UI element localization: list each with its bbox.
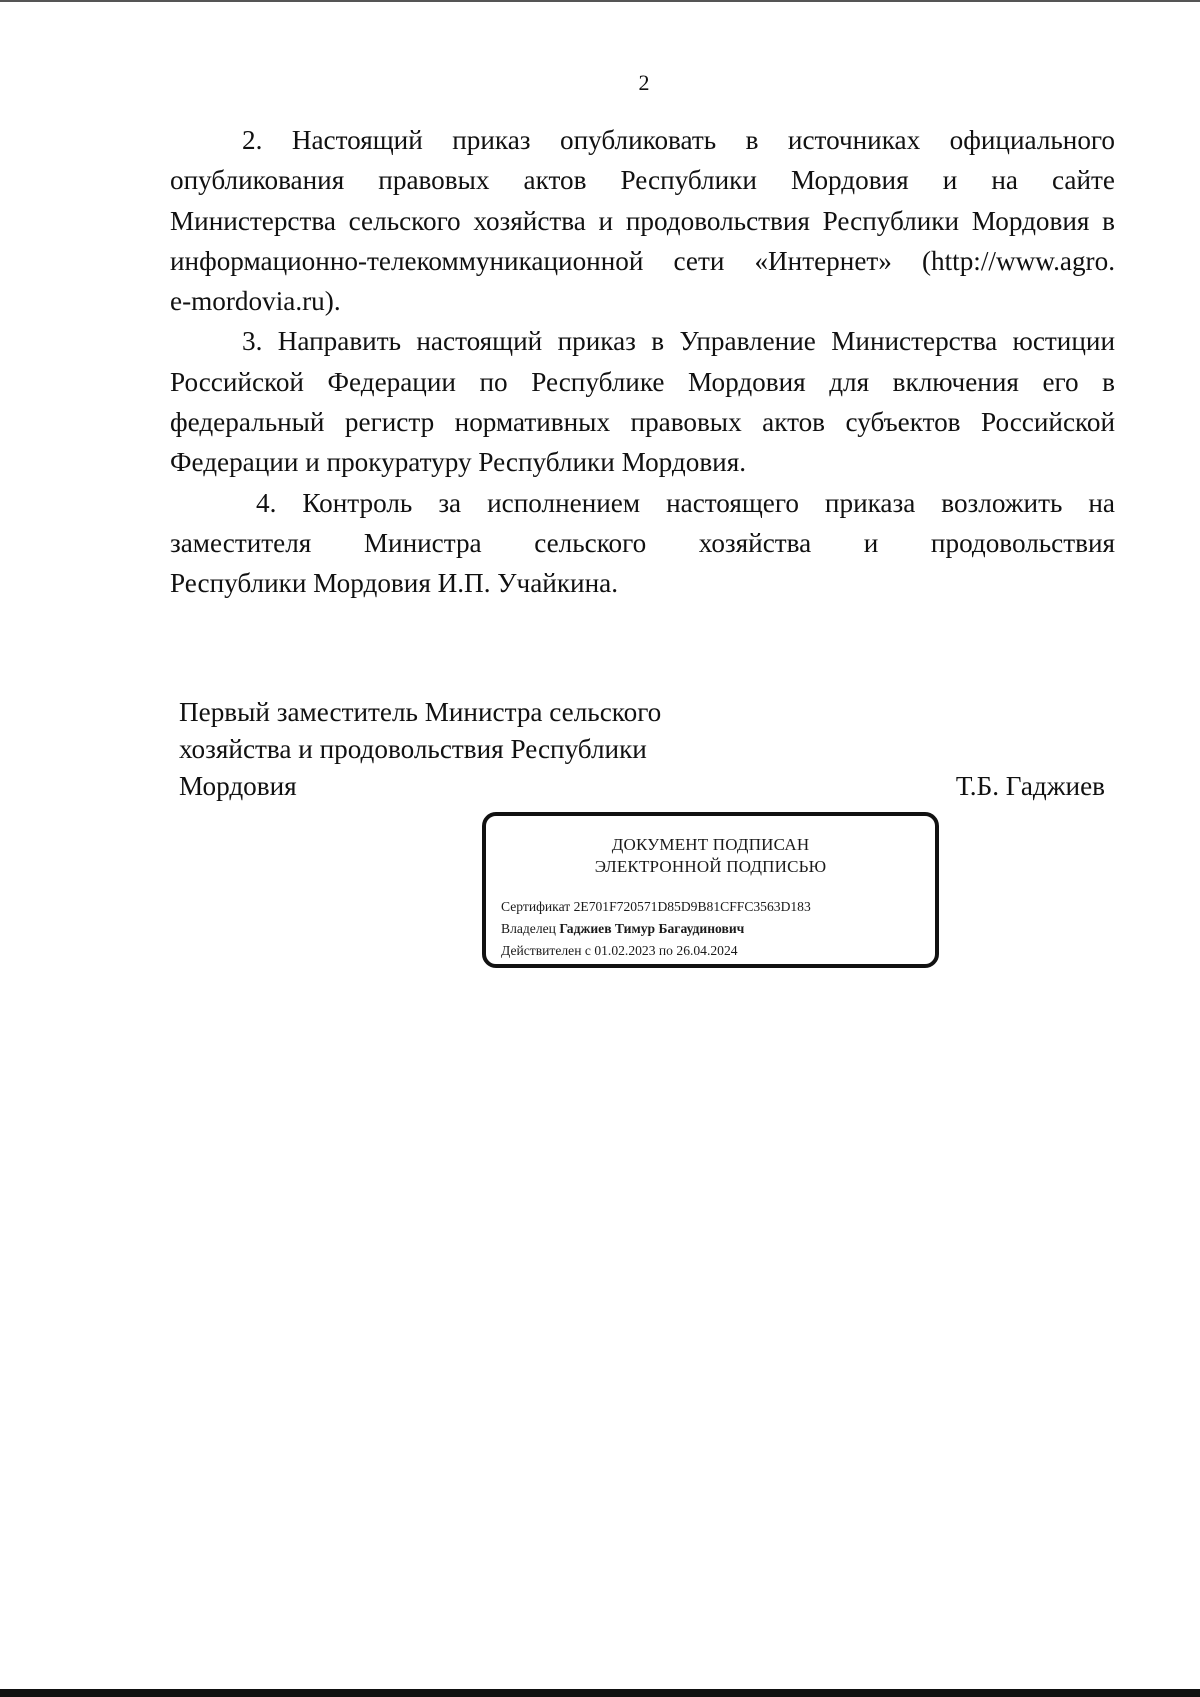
paragraph-2 bbox=[170, 120, 1115, 321]
certificate-value: 2E701F720571D85D9B81CFFC3563D183 bbox=[573, 899, 811, 914]
paragraph-3 bbox=[170, 321, 1115, 482]
owner-value: Гаджиев Тимур Багаудинович bbox=[559, 921, 745, 936]
paragraph-line: опубликования правовых актов Республики Мордовия и на сайте bbox=[170, 165, 1115, 196]
certificate-label: Сертификат bbox=[501, 899, 571, 914]
paragraph-line: Федерации и прокуратуру Республики Мордовия. bbox=[170, 447, 747, 478]
document-body bbox=[170, 120, 1115, 604]
paragraph-line: Министерства сельского хозяйства и продовольствия Республики Мордовия в bbox=[170, 205, 1115, 236]
stamp-details bbox=[501, 896, 811, 962]
page-number: 2 bbox=[638, 70, 650, 95]
paragraph-line: заместителя Министра сельского хозяйства и продовольствия bbox=[170, 527, 1115, 558]
paragraph-line: Республики Мордовия И.П. Учайкина. bbox=[170, 568, 618, 599]
signer-position-line: Первый заместитель Министра сельского bbox=[179, 697, 662, 727]
stamp-certificate-row bbox=[501, 896, 811, 918]
valid-to-date: 26.04.2024 bbox=[676, 943, 738, 958]
paragraph-line: федеральный регистр нормативных правовых актов субъектов Российской bbox=[170, 407, 1115, 438]
stamp-heading-line: ДОКУМЕНТ ПОДПИСАН bbox=[611, 835, 810, 854]
stamp-heading-line: ЭЛЕКТРОННОЙ ПОДПИСЬЮ bbox=[594, 857, 827, 876]
page-top-edge bbox=[0, 0, 1200, 2]
validity-to-label: по bbox=[658, 943, 673, 958]
stamp-heading bbox=[486, 834, 935, 878]
validity-label: Действителен с bbox=[501, 943, 591, 958]
paragraph-line: 4. Контроль за исполнением настоящего приказа возложить на bbox=[256, 487, 1115, 518]
valid-from-date: 01.02.2023 bbox=[594, 943, 656, 958]
paragraph-line: информационно-телекоммуникационной сети «Интернет» (http://www.agro. bbox=[170, 245, 1115, 276]
paragraph-line: Российской Федерации по Республике Мордовия для включения его в bbox=[170, 366, 1115, 397]
signer-position-line: Мордовия bbox=[179, 771, 297, 801]
signer-name: Т.Б. Гаджиев bbox=[955, 771, 1105, 801]
electronic-signature-stamp bbox=[482, 812, 939, 968]
page-bottom-edge bbox=[0, 1689, 1200, 1697]
stamp-validity-row bbox=[501, 940, 811, 962]
signer-position-line: хозяйства и продовольствия Республики bbox=[179, 734, 647, 764]
paragraph-line: e-mordovia.ru). bbox=[170, 286, 341, 317]
owner-label: Владелец bbox=[501, 921, 556, 936]
paragraph-4 bbox=[170, 483, 1115, 604]
signer-position bbox=[179, 694, 661, 805]
paragraph-line: 2. Настоящий приказ опубликовать в источниках официального bbox=[242, 125, 1115, 155]
stamp-owner-row bbox=[501, 918, 811, 940]
paragraph-line: 3. Направить настоящий приказ в Управление Министерства юстиции bbox=[242, 326, 1115, 357]
